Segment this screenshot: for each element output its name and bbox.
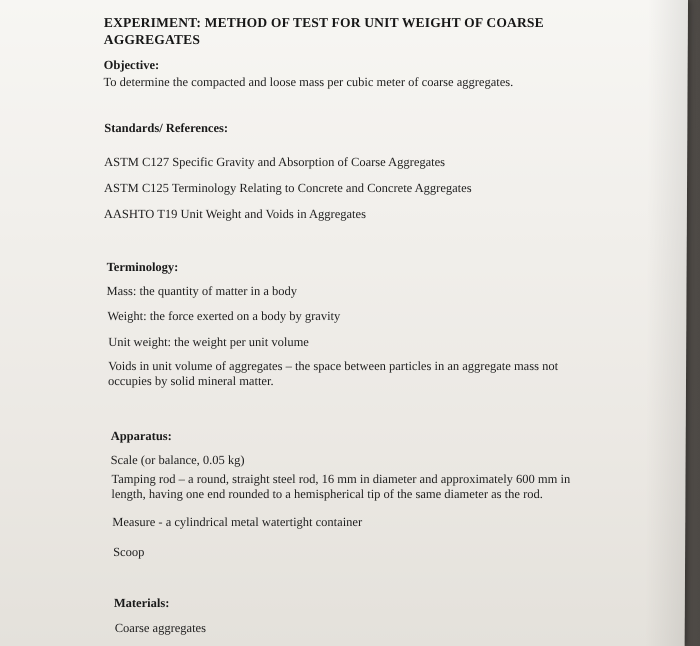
terminology-item: Unit weight: the weight per unit volume bbox=[108, 335, 309, 349]
materials-item: Coarse aggregates bbox=[114, 621, 207, 635]
terminology-heading: Terminology: bbox=[106, 260, 179, 274]
apparatus-item: Scale (or balance, 0.05 kg) bbox=[110, 453, 245, 467]
terminology-item: Voids in unit volume of aggregates – the space between particles in an aggregate mass not occupies by solid mineral matter. bbox=[107, 359, 559, 388]
document-title: EXPERIMENT: METHOD OF TEST FOR UNIT WEIGHT OF COARSE AGGREGATES bbox=[103, 15, 544, 47]
apparatus-item: Measure - a cylindrical metal watertight container bbox=[112, 515, 363, 529]
objective-heading: Objective: bbox=[103, 58, 160, 72]
standards-heading: Standards/ References: bbox=[104, 121, 229, 135]
terminology-item: Weight: the force exerted on a body by gravity bbox=[107, 309, 341, 323]
materials-heading: Materials: bbox=[113, 596, 170, 610]
apparatus-item: Tamping rod – a round, straight steel rod, 16 mm in diameter and approximately 600 mm in length, having one end rounded to a hemispherical tip of the same diameter as the rod. bbox=[111, 472, 571, 501]
apparatus-item: Scoop bbox=[113, 545, 145, 559]
apparatus-heading: Apparatus: bbox=[110, 429, 172, 443]
standard-item: AASHTO T19 Unit Weight and Voids in Aggregates bbox=[103, 207, 366, 221]
standard-item: ASTM C127 Specific Gravity and Absorption of Coarse Aggregates bbox=[104, 155, 446, 169]
standard-item: ASTM C125 Terminology Relating to Concrete and Concrete Aggregates bbox=[103, 181, 472, 195]
objective-text: To determine the compacted and loose mass per cubic meter of coarse aggregates. bbox=[103, 75, 514, 89]
terminology-item: Mass: the quantity of matter in a body bbox=[106, 284, 298, 298]
